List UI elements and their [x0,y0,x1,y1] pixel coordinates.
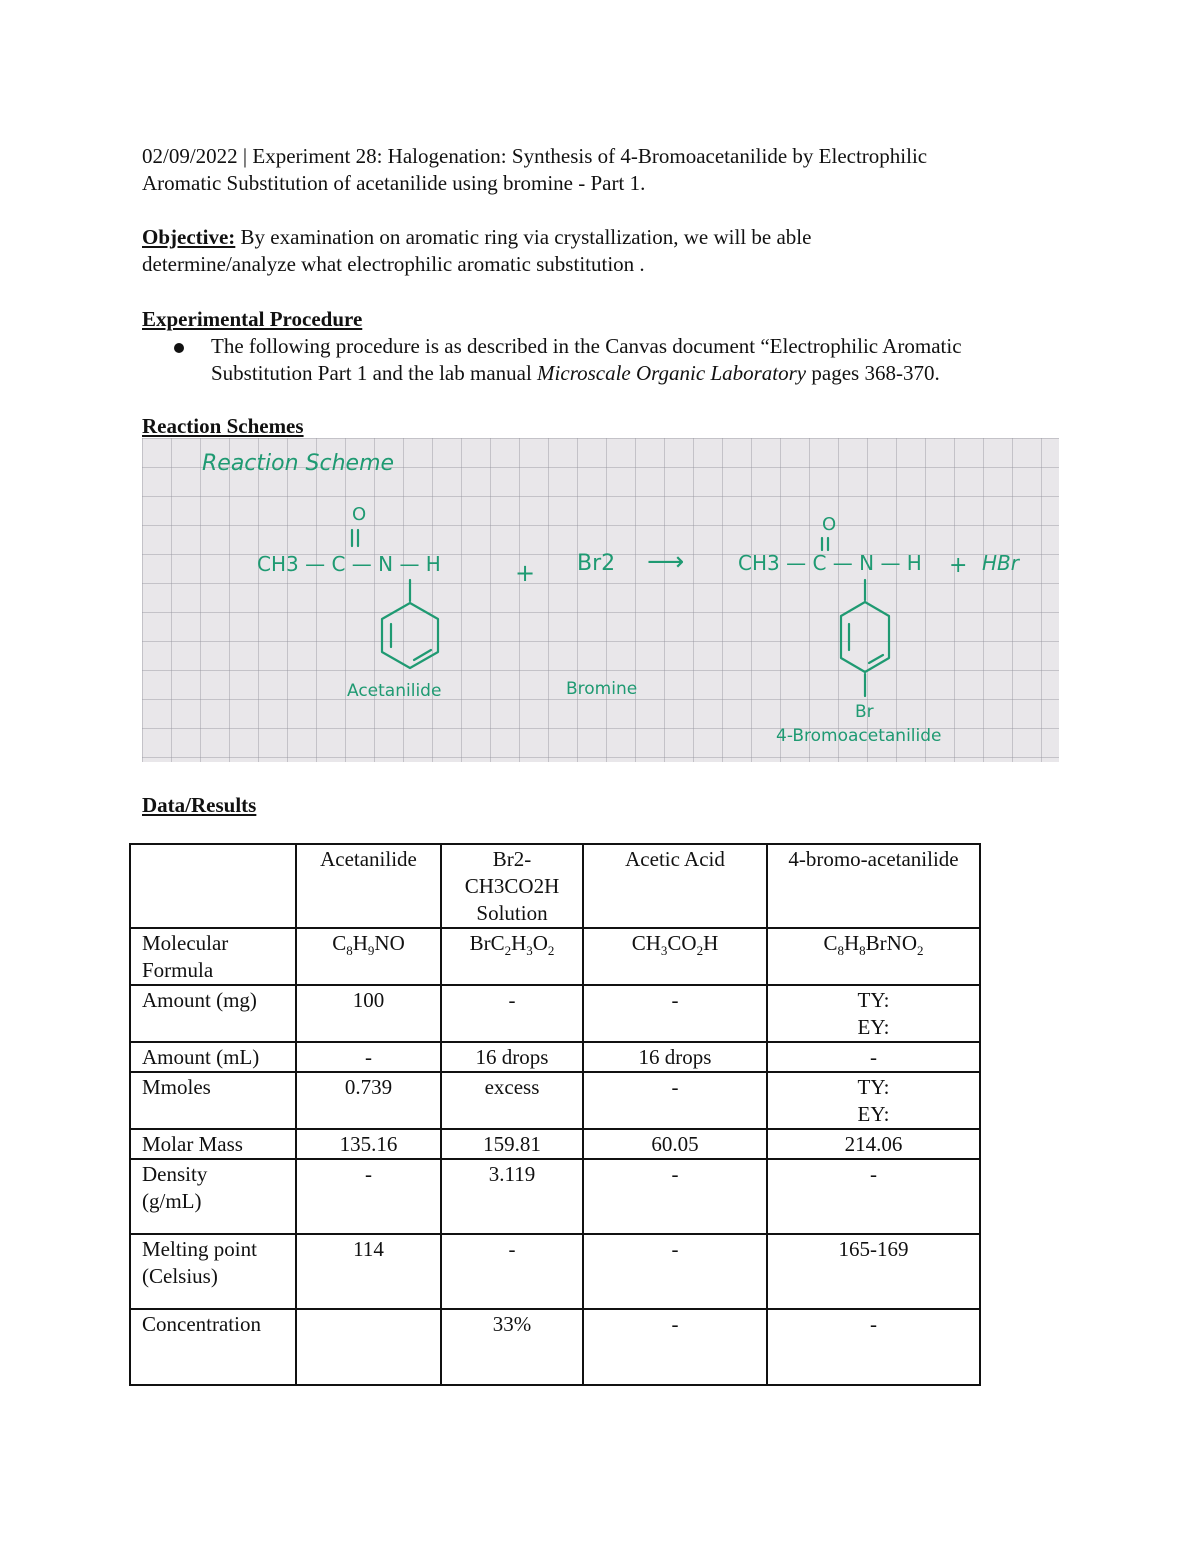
cell-line: 16 drops [475,1045,549,1069]
carbonyl-oxygen-2: O [822,514,837,535]
reaction-schemes-heading: Reaction Schemes [142,414,304,438]
table-row [130,1042,980,1072]
table-cell [441,1234,583,1309]
cell-line: 214.06 [844,1132,903,1156]
cell-line: Amount (mL) [142,1045,260,1069]
cell-line: - [365,1162,372,1186]
formula-subscript: 8 [837,943,844,959]
formula-subscript: 3 [660,943,668,959]
results-heading: Data/Results [142,793,257,817]
row-label [130,1072,296,1129]
objective-paragraph [142,224,1072,278]
procedure-line-2a: Substitution Part 1 and the lab manual [211,361,538,385]
cell-line: 0.739 [344,1075,393,1099]
cell-line: Acetanilide [320,847,417,871]
formula-subscript: 8 [859,943,866,959]
product-chain: CH3 — C — N — H [738,551,922,575]
formula-subscript: 3 [526,943,533,959]
scheme-title: Reaction Scheme [202,451,395,476]
table-cell [441,928,583,985]
cell-line: 33% [492,1312,532,1336]
column-header [583,844,767,928]
lab-manual-title: Microscale Organic Laboratory [537,361,807,385]
formula-text: CO [667,931,697,955]
cell-line: - [671,1075,679,1099]
table-cell [441,1129,583,1159]
table-cell [767,1072,980,1129]
row-label [130,1042,296,1072]
cell-line: Density [142,1162,208,1186]
cell-line: excess [484,1075,540,1099]
table-cell [583,985,767,1042]
cell-line: 165-169 [838,1237,909,1261]
table-cell [296,1042,441,1072]
cell-line: - [671,988,679,1012]
table-cell [583,1234,767,1309]
table-cell [583,1072,767,1129]
cell-line: - [508,1237,516,1261]
formula-subscript: 2 [504,943,512,959]
formula-subscript: 8 [346,943,353,959]
cell-line: Formula [142,958,214,982]
bromine-label: Bromine [566,679,638,699]
table-cell [583,928,767,985]
procedure-bullet-text [211,333,1071,387]
chemical-formula [584,930,766,957]
table-row [130,985,980,1042]
cell-line: Acetic Acid [625,847,725,871]
formula-text: NO [374,931,405,955]
table-cell [767,1042,980,1072]
acetanilide-label: Acetanilide [347,681,442,701]
table-cell [767,985,980,1042]
column-header [296,844,441,928]
formula-text: CH [631,931,661,955]
formula-subscript: 9 [367,943,375,959]
table-cell [441,1309,583,1385]
bromine-formula: Br2 [577,551,616,576]
table-row [130,1072,980,1129]
header-text [142,143,1072,197]
cell-line: Concentration [142,1312,261,1336]
table-header-row [130,844,980,928]
formula-text: H [352,931,368,955]
row-label [130,1309,296,1385]
formula-text: H [844,931,860,955]
table-row [130,1234,980,1309]
row-label [130,928,296,985]
formula-text: O [532,931,548,955]
procedure-line-1: The following procedure is as described in the Canvas document “Electrophilic Aromatic [211,334,962,358]
row-label [130,985,296,1042]
formula-subscript: 2 [547,943,555,959]
table-row [130,1309,980,1385]
objective-line-2: determine/analyze what electrophilic aromatic substitution . [142,252,645,276]
table-cell [296,1072,441,1129]
row-label [130,1159,296,1234]
carbonyl-oxygen-1: O [352,504,367,525]
cell-line: Br2- [492,847,532,871]
table-cell [441,985,583,1042]
formula-text: H [511,931,527,955]
chemical-formula [297,930,440,957]
header-line-1: 02/09/2022 | Experiment 28: Halogenation: Synthesis of 4-Bromoacetanilide by Electrophilic [142,144,928,168]
table-row [130,928,980,985]
table-cell [441,1159,583,1234]
procedure-line-2b: pages 368-370. [806,361,940,385]
table-cell [767,1309,980,1385]
product-bromine-substituent: Br [855,702,874,722]
cell-line: Amount (mg) [142,988,257,1012]
formula-text: H [703,931,719,955]
cell-line: - [671,1312,679,1336]
cell-line: TY: [857,1075,890,1099]
row-label [130,1129,296,1159]
reaction-arrow-icon: ⟶ [647,547,685,577]
table-cell [583,1129,767,1159]
table-cell [296,1309,441,1385]
column-header [441,844,583,928]
table-cell [296,1159,441,1234]
table-cell [296,928,441,985]
table-row [130,1129,980,1159]
cell-line: - [671,1162,679,1186]
cell-line: 159.81 [483,1132,541,1156]
objective-line-1: By examination on aromatic ring via crystallization, we will be able [235,225,812,249]
reaction-scheme-drawing [142,438,1059,762]
table-cell [767,1234,980,1309]
plus-sign-1: + [515,559,536,587]
table-cell [583,1159,767,1234]
formula-text: BrNO [865,931,918,955]
reaction-scheme-image [142,438,1059,762]
cell-line: - [671,1237,679,1261]
cell-line: EY: [857,1015,890,1039]
formula-text: C [823,931,838,955]
cell-line: Melting point [142,1237,257,1261]
cell-line: Mmoles [142,1075,211,1099]
cell-line: - [870,1312,877,1336]
table-cell [296,985,441,1042]
formula-subscript: 2 [917,943,924,959]
header-line-2: Aromatic Substitution of acetanilide using bromine - Part 1. [142,171,646,195]
results-table-body [130,844,980,1385]
cell-line: (Celsius) [142,1264,218,1288]
table-cell [767,1159,980,1234]
objective-label: Objective: [142,225,236,249]
table-row [130,1159,980,1234]
table-cell [441,1072,583,1129]
chemical-formula [442,930,582,957]
cell-line: 3.119 [488,1162,536,1186]
cell-line: - [365,1045,372,1069]
cell-line: Molecular [142,931,229,955]
bromoacetanilide-label: 4-Bromoacetanilide [776,726,942,746]
cell-line: Molar Mass [142,1132,243,1156]
cell-line: CH3CO2H [464,874,560,898]
results-table [129,843,981,1386]
cell-line: 100 [352,988,385,1012]
cell-line: 60.05 [651,1132,699,1156]
table-cell [296,1234,441,1309]
cell-line: 16 drops [638,1045,712,1069]
formula-subscript: 2 [696,943,704,959]
bullet-icon [174,343,184,353]
column-header [767,844,980,928]
table-cell [296,1129,441,1159]
cell-line: - [870,1045,877,1069]
table-cell [583,1309,767,1385]
table-cell [583,1042,767,1072]
chemical-formula [768,930,979,957]
reactant-acetanilide-chain: CH3 — C — N — H [257,552,441,576]
row-label [130,1234,296,1309]
cell-line: TY: [857,988,890,1012]
cell-line: 114 [353,1237,384,1261]
cell-line: Solution [476,901,548,925]
cell-line: - [870,1162,877,1186]
formula-text: C [332,931,347,955]
plus-sign-2: + [949,553,968,578]
cell-line: 4-bromo-acetanilide [788,847,959,871]
hbr-formula: HBr [982,551,1019,575]
cell-line: (g/mL) [142,1189,202,1213]
table-cell [441,1042,583,1072]
table-cell [767,928,980,985]
cell-line: - [508,988,516,1012]
table-cell [767,1129,980,1159]
procedure-heading: Experimental Procedure [142,307,363,331]
corner-cell [130,844,296,928]
cell-line: 135.16 [339,1132,398,1156]
formula-text: BrC [469,931,505,955]
cell-line: EY: [857,1102,890,1126]
